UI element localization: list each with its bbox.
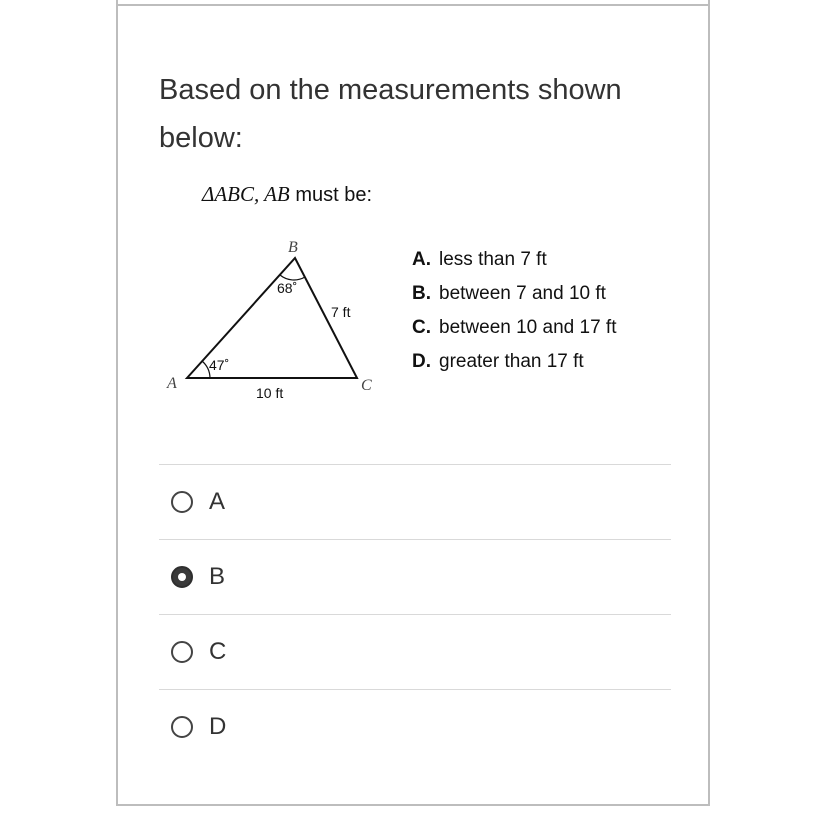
vertex-a-label: A <box>167 375 177 392</box>
vertex-b-label: B <box>288 239 298 256</box>
figure-choice: C. between 10 and 17 ft <box>412 317 617 338</box>
figure-choice: B. between 7 and 10 ft <box>412 283 606 304</box>
question-card <box>116 0 710 806</box>
option-d[interactable] <box>159 689 671 764</box>
answer-options <box>159 464 671 764</box>
option-c[interactable] <box>159 614 671 689</box>
option-d-label: D <box>209 713 227 740</box>
radio-button-c[interactable] <box>171 641 193 663</box>
option-c-label: C <box>209 638 227 665</box>
angle-b-label: 68˚ <box>277 280 298 296</box>
vertex-c-label: C <box>361 377 372 394</box>
option-a[interactable] <box>159 464 671 539</box>
side-bc-label: 7 ft <box>331 304 351 320</box>
figure-choice: A. less than 7 ft <box>412 249 547 270</box>
figure-choices <box>412 246 616 382</box>
option-a-label: A <box>209 488 226 515</box>
question-text: Based on the measurements shown below: <box>159 74 622 154</box>
option-b-label: B <box>209 563 226 590</box>
figure-prompt <box>202 182 372 207</box>
radio-button-a[interactable] <box>171 491 193 513</box>
option-b[interactable] <box>159 539 671 614</box>
prompt-tail: must be: <box>289 184 373 206</box>
radio-button-b[interactable] <box>171 566 193 588</box>
radio-button-d[interactable] <box>171 716 193 738</box>
side-ac-label: 10 ft <box>256 385 284 401</box>
triangle-figure <box>158 230 378 410</box>
angle-a-label: 47˚ <box>209 357 230 373</box>
top-divider <box>118 4 708 6</box>
prompt-math: ΔABC, AB <box>202 182 290 206</box>
figure-choice: D. greater than 17 ft <box>412 351 584 372</box>
